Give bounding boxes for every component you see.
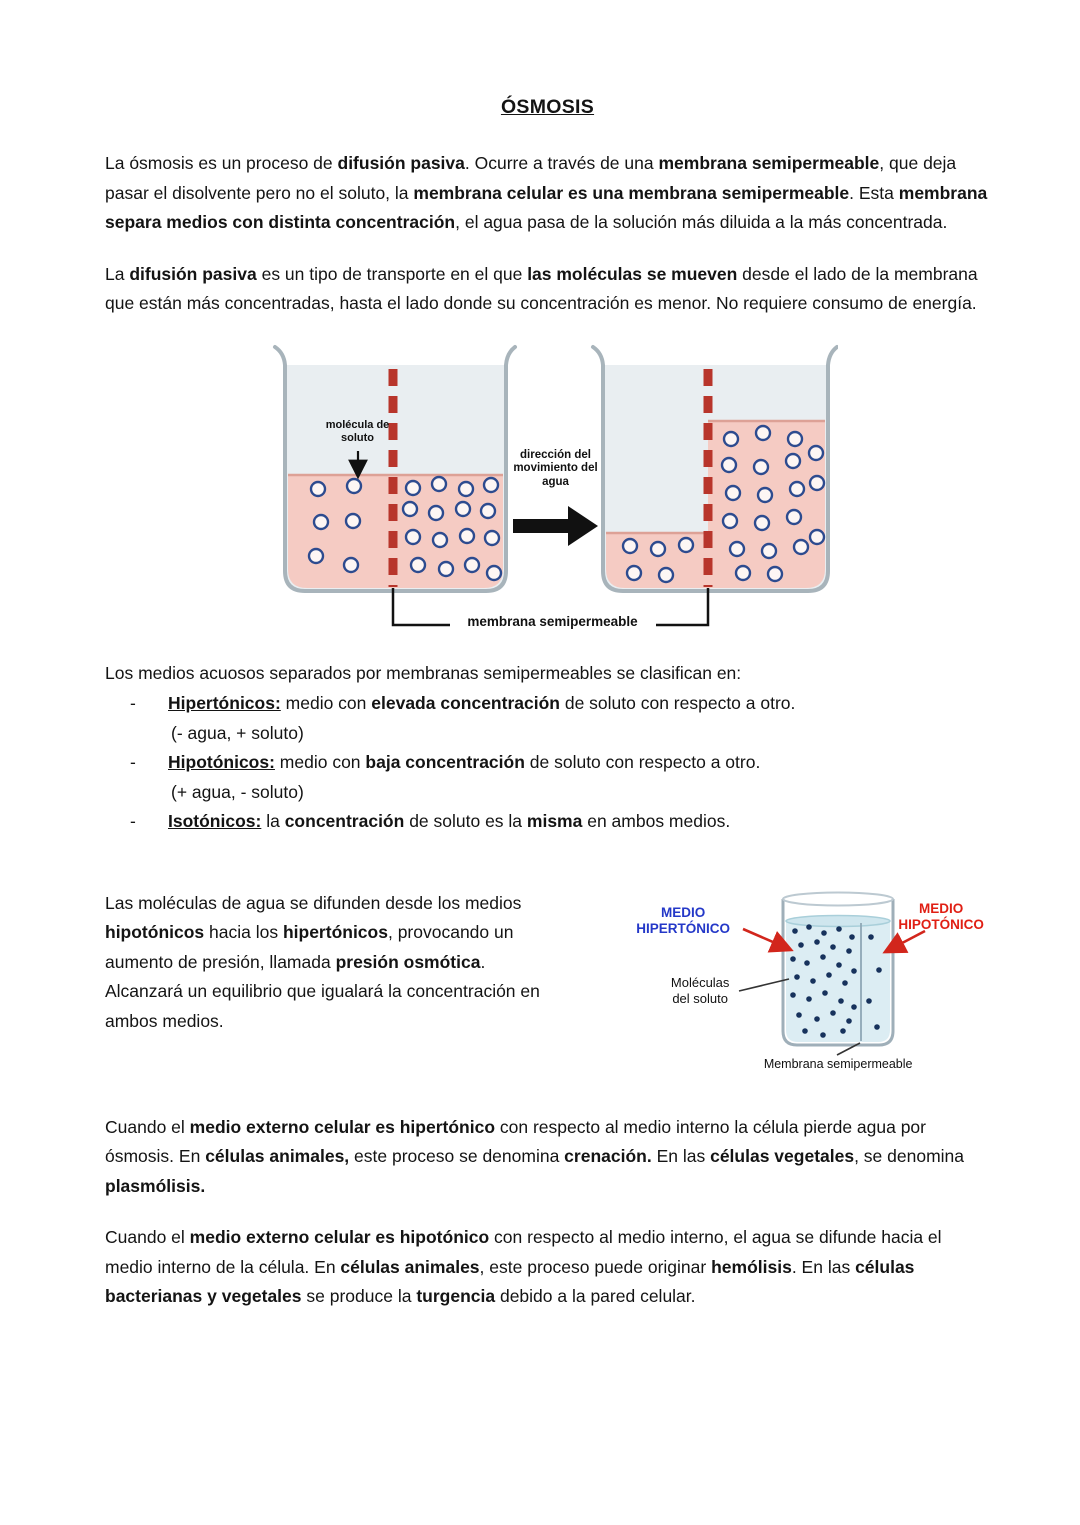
page-title: ÓSMOSIS <box>500 96 595 118</box>
list-bullet: - <box>130 811 136 831</box>
paragraph-osmosis-intro: La ósmosis es un proceso de difusión pasiva. Ocurre a través de una membrana semipermeable, que deja pasar el disolvente pero no el soluto, la membrana celular es una membrana semipermeable. Esta membrana separa medios con distinta concentración, el agua pasa de la solución más diluida a la más concentrada. <box>105 153 988 232</box>
media-types-list <box>130 689 990 837</box>
beaker-lip <box>828 347 837 365</box>
paragraph-hypertonic-external: Cuando el medio externo celular es hipertónico con respecto al medio interno la célula pierde agua por ósmosis. En células animales, este proceso se denomina crenación. En las células vegetales, se denomina plasmólisis. <box>105 1116 965 1196</box>
water <box>786 921 890 1042</box>
list-item-text: Hipertónicos: medio con elevada concentración de soluto con respecto a otro. <box>168 693 796 713</box>
paragraph-hypotonic-external: Cuando el medio externo celular es hipotónico con respecto al medio interno, el agua se difunde hacia el medio interno de la célula. En células animales, este proceso puede originar hemólisis. En las células bacterianas y vegetales se produce la turgencia debido a la pared celular. <box>105 1227 942 1306</box>
beaker-after <box>593 347 837 591</box>
label-solute-molecules: Moléculas del soluto <box>670 974 730 1006</box>
osmosis-diagram-svg <box>258 341 838 643</box>
label-hypotonic-medium: MEDIO HIPOTÓNICO <box>898 900 984 932</box>
water-flow-arrow <box>513 506 598 546</box>
list-item-isotonic <box>130 807 990 837</box>
list-item-text: Hipotónicos: medio con baja concentración de soluto con respecto a otro. <box>168 752 761 772</box>
osmosis-beakers-diagram <box>258 341 838 643</box>
membrane-callout-left <box>393 588 450 625</box>
paragraph-passive-diffusion: La difusión pasiva es un tipo de transporte en el que las moléculas se mueven desde el lado de la membrana que están más concentradas, hasta el lado donde su concentración es menor. No requiere consumo de energía. <box>105 263 978 313</box>
list-item-note: (- agua, + soluto) <box>171 722 304 743</box>
paragraph-media-classification: Los medios acuosos separados por membranas semipermeables se clasifican en: <box>105 662 742 683</box>
list-bullet: - <box>130 752 136 772</box>
label-water-direction: dirección del movimiento del agua <box>513 448 598 488</box>
list-item-text: Isotónicos: la concentración de soluto es la misma en ambos medios. <box>168 811 731 831</box>
paragraph-osmotic-pressure: Las moléculas de agua se difunden desde los medios hipotónicos hacia los hipertónicos, provocando un aumento de presión, llamada presión osmótica. Alcanzará un equilibrio que igualará la concentración en ambos medios. <box>105 892 540 1031</box>
beaker-lip <box>275 347 285 365</box>
list-bullet: - <box>130 693 136 713</box>
label-solute-molecule: molécula de soluto <box>325 418 390 444</box>
list-item-hypertonic <box>130 689 990 748</box>
beaker-before <box>275 347 515 591</box>
osmotic-pressure-section <box>105 889 990 1103</box>
label-semipermeable-membrane: membrana semipermeable <box>467 613 638 629</box>
water-surface <box>786 915 890 926</box>
media-beaker-diagram <box>621 883 990 1103</box>
beaker-lip <box>506 347 515 365</box>
beaker <box>783 892 893 1045</box>
beaker-lip <box>593 347 603 365</box>
list-item-note: (+ agua, - soluto) <box>171 781 304 802</box>
label-hypertonic-medium: MEDIO HIPERTÓNICO <box>636 904 731 936</box>
membrane-callout-right <box>656 588 708 625</box>
list-item-hypotonic <box>130 748 990 807</box>
label-membrane: Membrana semipermeable <box>763 1056 913 1071</box>
